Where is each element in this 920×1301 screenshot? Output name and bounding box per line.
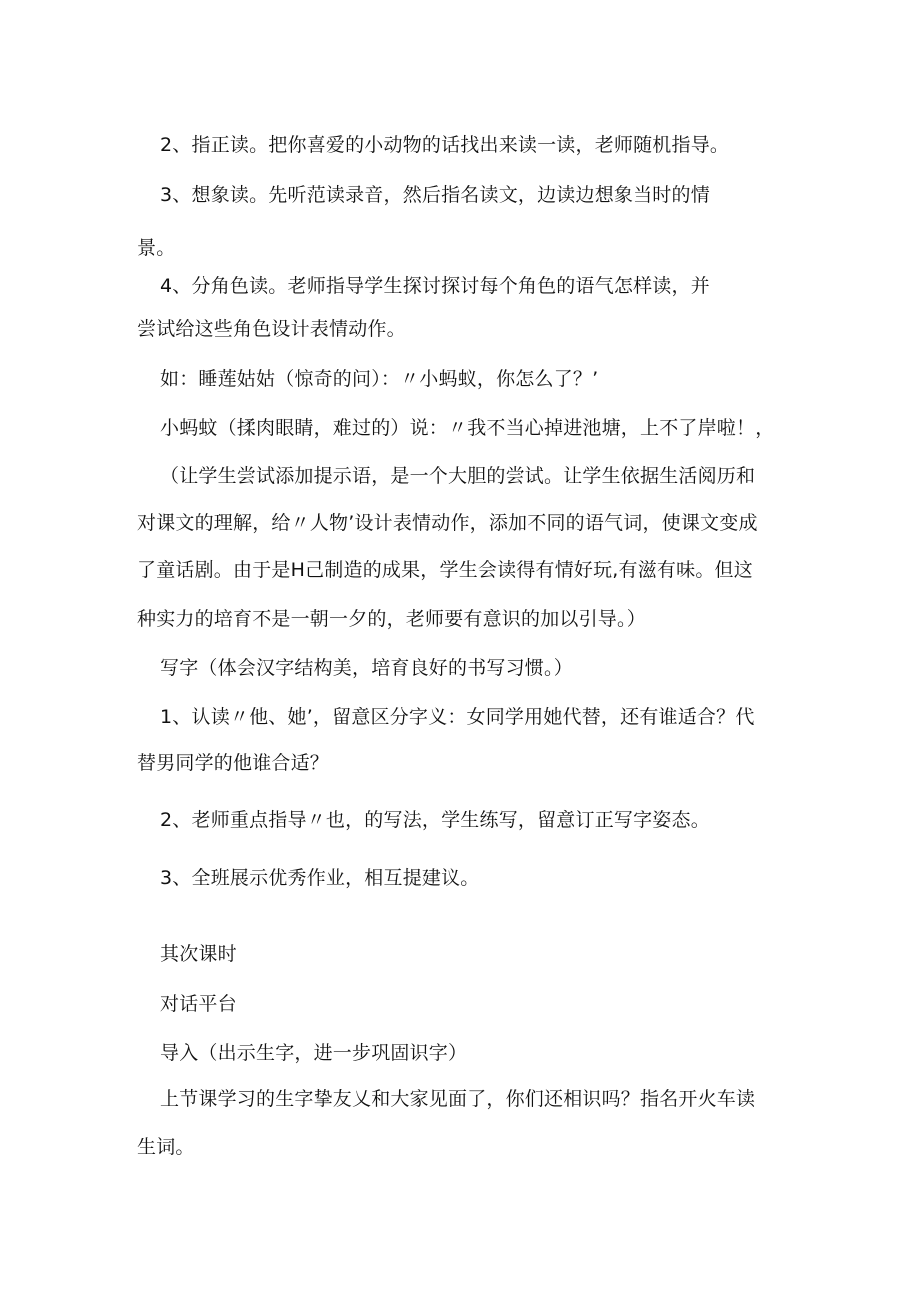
text-line-7: 小蚂蚊（揉肉眼睛，难过的）说：〃我不当心掉进池塘，上不了岸啦！， (160, 417, 775, 439)
text-line-4: 4、分角色读。老师指导学生探讨探讨每个角色的语气怎样读，并 (160, 275, 710, 297)
text-line-21: 生词。 (137, 1136, 195, 1158)
text-line-6: 如：睡莲姑姑（惊奇的问）：〃小蚂蚁，你怎么了？’ (160, 368, 599, 390)
text-line-20: 上节课学习的生字挚友乂和大家见面了，你们还相识吗？指名开火车读 (160, 1088, 756, 1110)
text-line-8: （让学生尝试添加提示语，是一个大胆的尝试。让学生依据生活阅历和 (160, 465, 756, 487)
text-line-2: 3、想象读。先听范读录音，然后指名读文，边读边想象当时的情 (160, 184, 710, 206)
text-line-16: 3、全班展示优秀作业，相互提建议。 (160, 867, 480, 889)
text-line-17: 其次课时 (160, 943, 237, 965)
text-line-15: 2、老师重点指导〃也，的写法，学生练写，留意订正写字姿态。 (160, 809, 710, 831)
text-line-13: 1、认读〃他、她’，留意区分字义：女同学用她代替，还有谁适合？代 (160, 706, 755, 728)
text-line-18: 对话平台 (160, 993, 237, 1015)
text-line-11: 种实力的培育不是一朝一夕的，老师要有意识的加以引导。） (137, 608, 646, 630)
text-line-5: 尝试给这些角色设计表情动作。 (137, 318, 406, 340)
text-line-19: 导入（出示生字，进一步巩固识字） (160, 1042, 468, 1064)
text-line-3: 景。 (137, 237, 176, 259)
text-line-1: 2、指正读。把你喜爱的小动物的话找出来读一读，老师随机指导。 (160, 134, 730, 156)
text-line-14: 替男同学的他谁合适？ (137, 752, 330, 774)
text-line-12: 写字（体会汉字结构美，培育良好的书写习惯。） (160, 657, 573, 679)
text-line-10: 了童话剧。由于是H己制造的成果，学生会读得有情好玩,有滋有味。但这 (137, 559, 753, 581)
text-line-9: 对课文的理解，给〃人物’设计表情动作，添加不同的语气词，使课文变成 (137, 512, 758, 534)
